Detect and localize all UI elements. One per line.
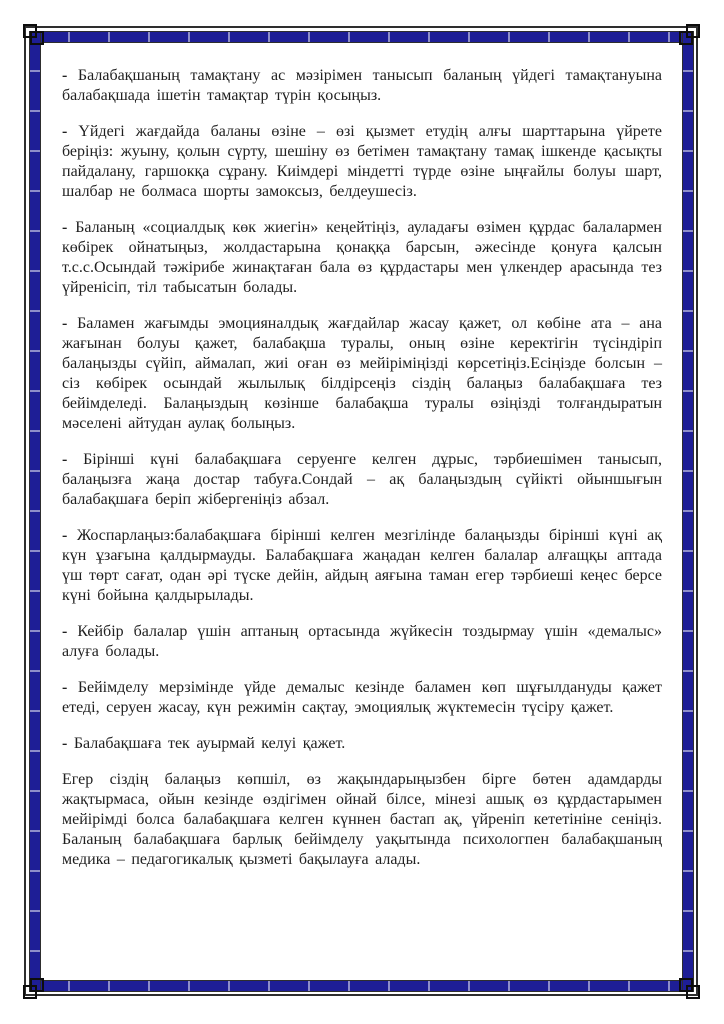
paragraph-text: Баланың «социалдық көк жиегін» кеңейтіңіз, ауладағы өзімен құрдас балалармен көбірек ойнатыңыз, жолдастарына қонаққа барсын, әжесінде қонуға қалсын т.с.с.Осындай тәжірибе жинақтаған бала өз құрдастары мен үлкендер арасында тез үйренісіп, тіл табысатын болады. (62, 219, 662, 296)
paragraph-dash-marker: - (62, 527, 68, 544)
border-band-top (29, 31, 694, 43)
paragraph-social-circle (62, 218, 662, 298)
paragraph-dash-marker: - (62, 735, 68, 752)
paragraph-text: Бірінші күні балабақшаға серуенге келген дұрыс, тәрбиешімен танысып, балаңызға жаңа достар табуға.Сондай – ақ балаңыздың сүйікті ойыншығын балабақшаға беріп жібергеніңіз абзал. (62, 451, 662, 508)
paragraph-text: Жоспарлаңыз:балабақшаға бірінші келген мезгілінде балаңызды бірінші күні ақ күн ұзағына қалдырмауды. Балабақшаға жаңадан келген балалар алғащқы аптада үш төрт сағат, одан әрі түске дейін, айдың аяғына таман егер тәрбиеші кеңес берсе күні бойына қалдырылады. (62, 527, 662, 604)
paragraph-first-day (62, 450, 662, 510)
paragraph-adaptation-period (62, 678, 662, 718)
border-band-right (682, 31, 694, 992)
border-band-bottom (29, 980, 694, 992)
paragraph-planning (62, 526, 662, 606)
corner-ornament-top-right (669, 24, 700, 55)
paragraph-dash-marker: - (62, 219, 68, 236)
paragraph-dash-marker: - (62, 451, 68, 468)
paragraph-text: Балабақшаның тамақтану ас мәзірімен танысып баланың үйдегі тамақтануына балабақшада ішетін тамақтар түрін қосыңыз. (62, 67, 662, 104)
ornament-square-icon (679, 978, 693, 992)
ornament-square-icon (30, 31, 44, 45)
paragraph-conclusion (62, 770, 662, 870)
paragraph-dash-marker: - (62, 679, 68, 696)
paragraph-text: Балабақшаға тек ауырмай келуі қажет. (67, 735, 346, 752)
paragraph-midweek-rest (62, 622, 662, 662)
paragraph-text: Кейбір балалар үшін аптаның ортасында жүйкесін тоздырмау үшін «демалыс» алуға болады. (62, 623, 662, 660)
paragraph-text: Егер сіздің балаңыз көпшіл, өз жақындарыңызбен бірге бөтен адамдарды жақтырмаса, ойын кезінде өздігімен ойнай білсе, мінезі ашық өз құрдастарымен мейірімді болса балабақшаға келген күннен бастап ақ, үйреніп кететініне сеніңіз. Баланың балабақшаға барлық бейімделу уақытында психологпен балабақшаның медика – педагогикалық қызметі бақылауға алады. (62, 771, 662, 868)
paragraph-text: Үйдегі жағдайда баланы өзіне – өзі қызмет етудің алғы шарттарына үйрете беріңіз: жуыну, қолын сүрту, шешіну өз бетімен тамақтану тамақ ішкенде қасықты пайдалану, гаршокқа сұрану. Киімдері міндетті түрде өзіне ыңғайлы болуы шарт, шалбар не болмаса шорты замоксыз, белдеушесіз. (62, 123, 662, 200)
paragraph-meals (62, 66, 662, 106)
ornament-square-icon (679, 31, 693, 45)
ornament-square-icon (30, 978, 44, 992)
paragraph-text: Баламен жағымды эмоцияналдық жағдайлар жасау қажет, ол көбіне ата – ана жағынан болуы қажет, балабақша туралы, оның өзіне керектігін түсіндіріп балаңызды сүйіп, аймалап, жиі оған өз мейіріміңізді көрсетіңіз.Есіңізде болсын – сіз көбірек осындай жылылық білдірсеңіз сіздің балаңыз балабақшаға тез бейімделеді. Балаңыздың көзінше балабақша туралы өзіңізді толғандыратын мәселені айтудан аулақ болыңыз. (62, 315, 662, 432)
corner-ornament-bottom-right (669, 968, 700, 999)
paragraph-healthy-attendance (62, 734, 662, 754)
paragraph-dash-marker: - (62, 123, 68, 140)
corner-ornament-bottom-left (23, 968, 54, 999)
paragraph-text: Бейімделу мерзімінде үйде демалыс кезінде баламен көп шұғылдануды қажет етеді, серуен жасау, күн режимін сақтау, эмоциялық жүктемесін түсіру қажет. (62, 679, 662, 716)
paragraph-dash-marker: - (62, 315, 68, 332)
paragraph-emotional-support (62, 314, 662, 434)
document-body (62, 66, 662, 886)
corner-ornament-top-left (23, 24, 54, 55)
paragraph-self-service (62, 122, 662, 202)
border-band-left (29, 31, 41, 992)
paragraph-dash-marker: - (62, 623, 68, 640)
paragraph-dash-marker: - (62, 67, 68, 84)
